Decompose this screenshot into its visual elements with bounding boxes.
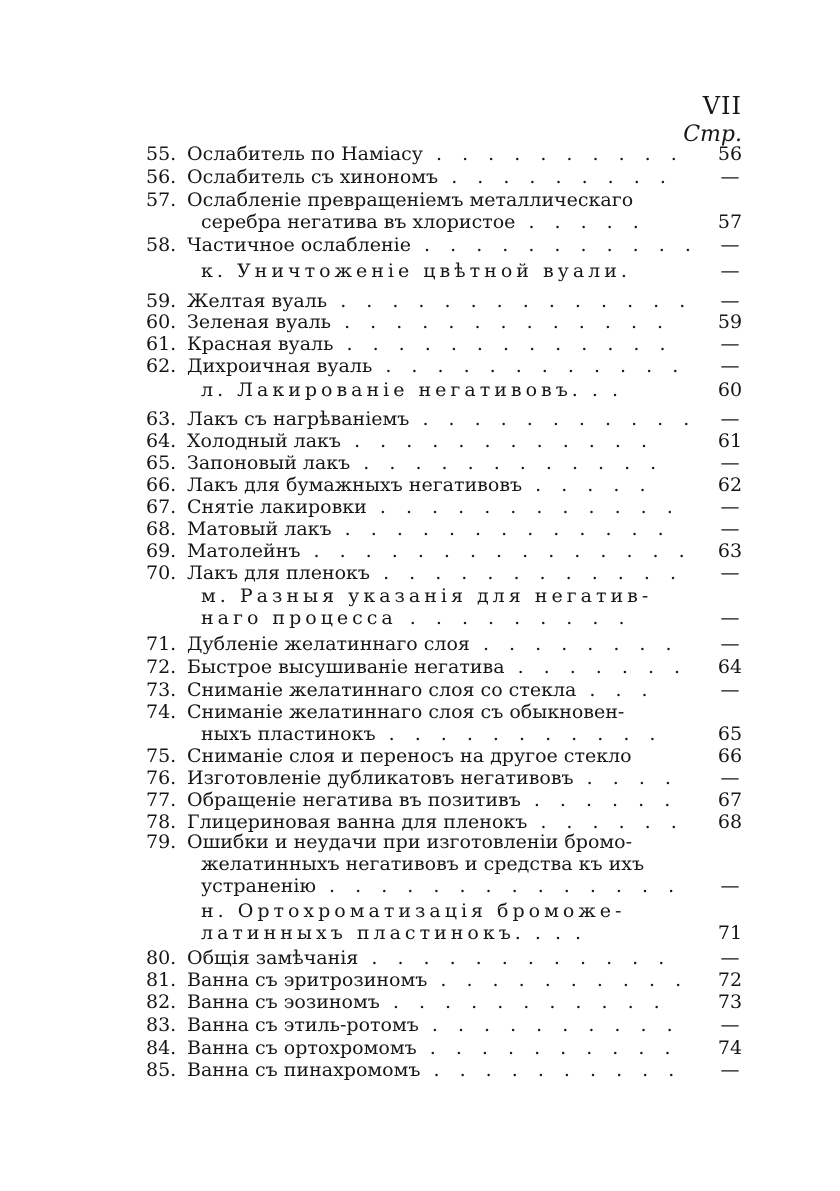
leader-dots: . . . . . . . . . . — [418, 1014, 680, 1036]
entry-number: 69. — [146, 540, 177, 562]
entry-title — [187, 766, 678, 790]
entry-title — [187, 429, 654, 453]
entry-title — [187, 142, 684, 166]
entry-title-text: Ванна съ ортохромомъ — [187, 1037, 417, 1059]
entry-title — [201, 210, 646, 234]
entry-title-text: Обращенiе негатива въ позитивъ — [187, 789, 521, 811]
toc-section-heading — [0, 584, 840, 608]
entry-page: 64 — [717, 656, 743, 678]
entry-title-text: Сниманiе желатиннаго слоя со стекла — [187, 679, 577, 701]
entry-title-text: м. Разныя указанiя для негатив- — [201, 585, 653, 607]
entry-title-text: латинныхъ пластинокъ. . . . — [201, 922, 586, 944]
entry-title-text: желатинныхъ негативовъ и средства къ ихъ — [201, 853, 645, 875]
entry-title — [187, 233, 698, 257]
leader-dots: . . . . . . . . . — [438, 166, 673, 188]
toc-entry — [0, 700, 840, 724]
toc-entry — [0, 332, 840, 356]
entry-title-text: Ванна съ пинахромомъ — [187, 1059, 421, 1081]
entry-title-text: Зеленая вуаль — [187, 311, 332, 333]
toc-entry — [0, 678, 840, 702]
entry-title-text: Снятiе лакировки — [187, 496, 367, 518]
entry-number: 76. — [146, 767, 177, 789]
entry-title-text: Общiя замѣчанiя — [187, 947, 359, 969]
entry-number: 66. — [146, 474, 177, 496]
leader-dots: . . . . . . . . . . . — [411, 234, 698, 256]
leader-dots: . . . . . . . . . . . — [375, 723, 663, 745]
toc-entry — [0, 517, 840, 541]
entry-title — [187, 188, 637, 212]
entry-number: 56. — [146, 166, 177, 188]
leader-dots: . . . . . . . . — [469, 633, 679, 655]
leader-dots: . . . . . . . . . . — [420, 1059, 682, 1081]
entry-title — [187, 700, 637, 724]
entry-title — [187, 632, 679, 656]
entry-title — [187, 495, 680, 519]
entry-page: — — [720, 333, 740, 355]
toc-entry — [0, 722, 840, 746]
leader-dots: . . . . . . . . . . . — [409, 408, 697, 430]
toc-entry — [0, 354, 840, 378]
entry-title — [187, 946, 672, 970]
entry-title — [187, 968, 689, 992]
entry-number: 78. — [146, 811, 177, 833]
entry-page: — — [720, 767, 740, 789]
toc-entry — [0, 473, 840, 497]
entry-page: — — [720, 679, 740, 701]
entry-page: — — [720, 408, 740, 430]
entry-number: 63. — [146, 408, 177, 430]
entry-page: — — [720, 290, 740, 312]
entry-number: 62. — [146, 355, 177, 377]
toc-entry — [0, 188, 840, 212]
entry-page: — — [720, 1014, 740, 1036]
leader-dots: . . . . . . . . . . . . — [358, 947, 672, 969]
toc-entry — [0, 310, 840, 334]
toc-entry — [0, 1036, 840, 1060]
leader-dots: . . . . — [573, 767, 678, 789]
entry-page: 71 — [717, 922, 743, 944]
leader-dots: . . . . . . — [520, 789, 678, 811]
entry-page: — — [720, 633, 740, 655]
entry-title-text: Запоновый лакъ — [187, 452, 351, 474]
toc-entry — [0, 744, 840, 768]
leader-dots: . . . . . . . — [504, 656, 688, 678]
entry-page: 73 — [717, 991, 743, 1013]
leader-dots: . . . . . . . . . . — [427, 969, 689, 991]
entry-page: — — [720, 496, 740, 518]
entry-page: — — [720, 234, 740, 256]
entry-page: — — [720, 1059, 740, 1081]
entry-title-text: Ослабитель съ хинономъ — [187, 166, 439, 188]
entry-title-text: Ванна съ эритрозиномъ — [187, 969, 428, 991]
leader-dots: . . . . . . . . . . . . . . — [327, 290, 693, 312]
leader-dots: . . . . . . . . . . . . . — [333, 333, 673, 355]
entry-title-text: к. Уничтоженiе цвѣтной вуали. — [201, 260, 631, 282]
toc-entry — [0, 451, 840, 475]
entry-title-text: Лакъ для пленокъ — [187, 562, 371, 584]
entry-title-text: устраненiю — [201, 875, 317, 897]
toc-entry — [0, 632, 840, 656]
leader-dots: . . . . . . . . . . . . — [341, 430, 654, 452]
entry-number: 84. — [146, 1037, 177, 1059]
entry-title-text: Дубленiе желатиннаго слоя — [187, 633, 470, 655]
entry-title-text: Лакъ съ нагрѣванiемъ — [187, 408, 410, 430]
entry-number: 60. — [146, 311, 177, 333]
page-column-label: Стр. — [683, 122, 742, 147]
entry-page: — — [720, 355, 740, 377]
entry-title — [187, 655, 688, 679]
entry-title — [187, 1013, 680, 1037]
entry-number: 74. — [146, 701, 177, 723]
leader-dots: . . . . . . . . . . . . . — [331, 518, 671, 540]
entry-title-text: Холодный лакъ — [187, 430, 342, 452]
entry-title — [187, 561, 683, 585]
entry-page: 61 — [717, 430, 743, 452]
toc-entry — [0, 561, 840, 585]
leader-dots: . . . . . . . . . . — [422, 143, 684, 165]
entry-page: 62 — [717, 474, 743, 496]
entry-page: — — [720, 875, 740, 897]
entry-number: 68. — [146, 518, 177, 540]
leader-dots: . . . . . . . . . — [396, 607, 632, 629]
entry-title-text: Глицериновая ванна для пленокъ — [187, 811, 528, 833]
entry-number: 73. — [146, 679, 177, 701]
entry-title-text: Желтая вуаль — [187, 290, 328, 312]
entry-number: 58. — [146, 234, 177, 256]
entry-number: 80. — [146, 947, 177, 969]
entry-page: 56 — [717, 143, 743, 165]
entry-page: 63 — [717, 540, 743, 562]
entry-title — [187, 990, 667, 1014]
entry-number: 85. — [146, 1059, 177, 1081]
entry-number: 72. — [146, 656, 177, 678]
toc-section-heading — [0, 921, 840, 945]
toc-entry — [0, 429, 840, 453]
entry-page: 68 — [717, 811, 743, 833]
entry-number: 67. — [146, 496, 177, 518]
entry-title — [201, 921, 637, 945]
entry-title-text: Ослабитель по Намiасу — [187, 143, 423, 165]
entry-title-text: л. Лакированiе негативовъ. . . — [201, 379, 623, 401]
leader-dots: . . . . . . . . . . — [416, 1037, 678, 1059]
entry-title — [187, 354, 686, 378]
entry-title-text: Ванна съ эозиномъ — [187, 991, 380, 1013]
entry-number: 83. — [146, 1014, 177, 1036]
toc-entry — [0, 990, 840, 1014]
entry-title — [187, 539, 692, 563]
toc-entry — [0, 830, 840, 854]
entry-page: 66 — [717, 745, 743, 767]
entry-title-text: ныхъ пластинокъ — [201, 723, 376, 745]
entry-title — [187, 744, 637, 768]
entry-title-text: Лакъ для бумажныхъ негативовъ — [187, 474, 523, 496]
toc-section-heading — [0, 259, 840, 283]
entry-title-text: н. Ортохроматизацiя броможе- — [201, 900, 626, 922]
leader-dots: . . . . . . — [527, 811, 684, 833]
toc-entry — [0, 1058, 840, 1082]
toc-entry — [0, 655, 840, 679]
entry-number: 77. — [146, 789, 177, 811]
entry-page: — — [720, 452, 740, 474]
entry-title — [201, 606, 637, 630]
toc-entry — [0, 165, 840, 189]
toc-section-heading — [0, 899, 840, 923]
toc-entry — [0, 946, 840, 970]
entry-title-text: Сниманiе слоя и переносъ на другое стекло — [187, 745, 632, 767]
entry-page: 74 — [717, 1037, 743, 1059]
entry-number: 70. — [146, 562, 177, 584]
entry-page: 57 — [717, 211, 743, 233]
entry-number: 82. — [146, 991, 177, 1013]
entry-title — [187, 165, 673, 189]
entry-title-text: Быстрое высушиванiе негатива — [187, 656, 505, 678]
leader-dots: . . . . . . . . . . . . . . — [316, 875, 682, 897]
leader-dots: . . . . . — [515, 211, 646, 233]
entry-title — [201, 852, 645, 876]
entry-title-text: серебра негатива въ хлористое — [201, 211, 516, 233]
entry-page: — — [720, 260, 740, 282]
entry-title-text: Ванна съ этиль-ротомъ — [187, 1014, 419, 1036]
entry-page: 65 — [717, 723, 743, 745]
entry-title — [187, 517, 671, 541]
entry-title — [201, 259, 637, 283]
leader-dots: . . . . . — [522, 474, 653, 496]
entry-number: 55. — [146, 143, 177, 165]
entry-page: 72 — [717, 969, 743, 991]
entry-title — [201, 722, 663, 746]
toc-section-heading — [0, 606, 840, 630]
entry-title — [201, 899, 637, 923]
entry-title — [187, 310, 671, 334]
leader-dots: . . . . . . . . . . . . — [350, 452, 664, 474]
entry-title-text: наго процесса — [201, 607, 397, 629]
leader-dots: . . . . . . . . . . . . . . . — [300, 540, 692, 562]
entry-title-text: Дихроичная вуаль — [187, 355, 373, 377]
entry-number: 57. — [146, 189, 177, 211]
toc-entry — [0, 142, 840, 166]
entry-number: 79. — [146, 831, 177, 853]
toc-entry — [0, 852, 840, 876]
leader-dots: . . . — [576, 679, 655, 701]
toc-entry — [0, 788, 840, 812]
page-number: VII — [702, 92, 742, 120]
entry-number: 71. — [146, 633, 177, 655]
entry-title — [201, 874, 682, 898]
entry-page: 67 — [717, 789, 743, 811]
entry-page: 59 — [717, 311, 743, 333]
entry-title-text: Красная вуаль — [187, 333, 334, 355]
toc-entry — [0, 766, 840, 790]
entry-title-text: Матолейнъ — [187, 540, 301, 562]
leader-dots: . . . . . . . . . . . . . — [331, 311, 671, 333]
entry-number: 61. — [146, 333, 177, 355]
entry-title-text: Изготовленiе дубликатовъ негативовъ — [187, 767, 574, 789]
entry-title — [187, 407, 697, 431]
entry-title — [187, 788, 678, 812]
entry-page: — — [720, 518, 740, 540]
entry-number: 81. — [146, 969, 177, 991]
entry-title — [187, 473, 653, 497]
leader-dots: . . . . . . . . . . . . — [372, 355, 686, 377]
toc-entry — [0, 968, 840, 992]
entry-title-text: Ослабленiе превращенiемъ металлическаго — [187, 189, 634, 211]
entry-page: — — [720, 607, 740, 629]
entry-page: — — [720, 562, 740, 584]
entry-page: 60 — [717, 379, 743, 401]
entry-title — [187, 830, 637, 854]
entry-number: 65. — [146, 452, 177, 474]
entry-number: 64. — [146, 430, 177, 452]
toc-entry — [0, 874, 840, 898]
entry-title-text: Матовый лакъ — [187, 518, 332, 540]
entry-page: — — [720, 166, 740, 188]
toc-entry — [0, 407, 840, 431]
entry-page: — — [720, 947, 740, 969]
toc-entry — [0, 233, 840, 257]
entry-title — [201, 584, 653, 608]
leader-dots: . . . . . . . . . . . . — [370, 562, 683, 584]
toc-entry — [0, 1013, 840, 1037]
toc-entry — [0, 495, 840, 519]
entry-number: 75. — [146, 745, 177, 767]
entry-title — [187, 451, 664, 475]
leader-dots: . . . . . . . . . . . . — [366, 496, 680, 518]
entry-title-text: Ошибки и неудачи при изготовленiи бромо- — [187, 831, 633, 853]
entry-title-text: Сниманiе желатиннаго слоя съ обыкновен- — [187, 701, 625, 723]
toc-section-heading — [0, 378, 840, 402]
toc-entry — [0, 210, 840, 234]
entry-title — [201, 378, 637, 402]
toc-entry — [0, 539, 840, 563]
entry-title-text: Частичное ослабленiе — [187, 234, 411, 256]
entry-title — [187, 1036, 678, 1060]
leader-dots: . . . . . . . . . . . — [379, 991, 667, 1013]
entry-number: 59. — [146, 290, 177, 312]
entry-title — [187, 1058, 682, 1082]
entry-title — [187, 678, 655, 702]
entry-title — [187, 332, 673, 356]
